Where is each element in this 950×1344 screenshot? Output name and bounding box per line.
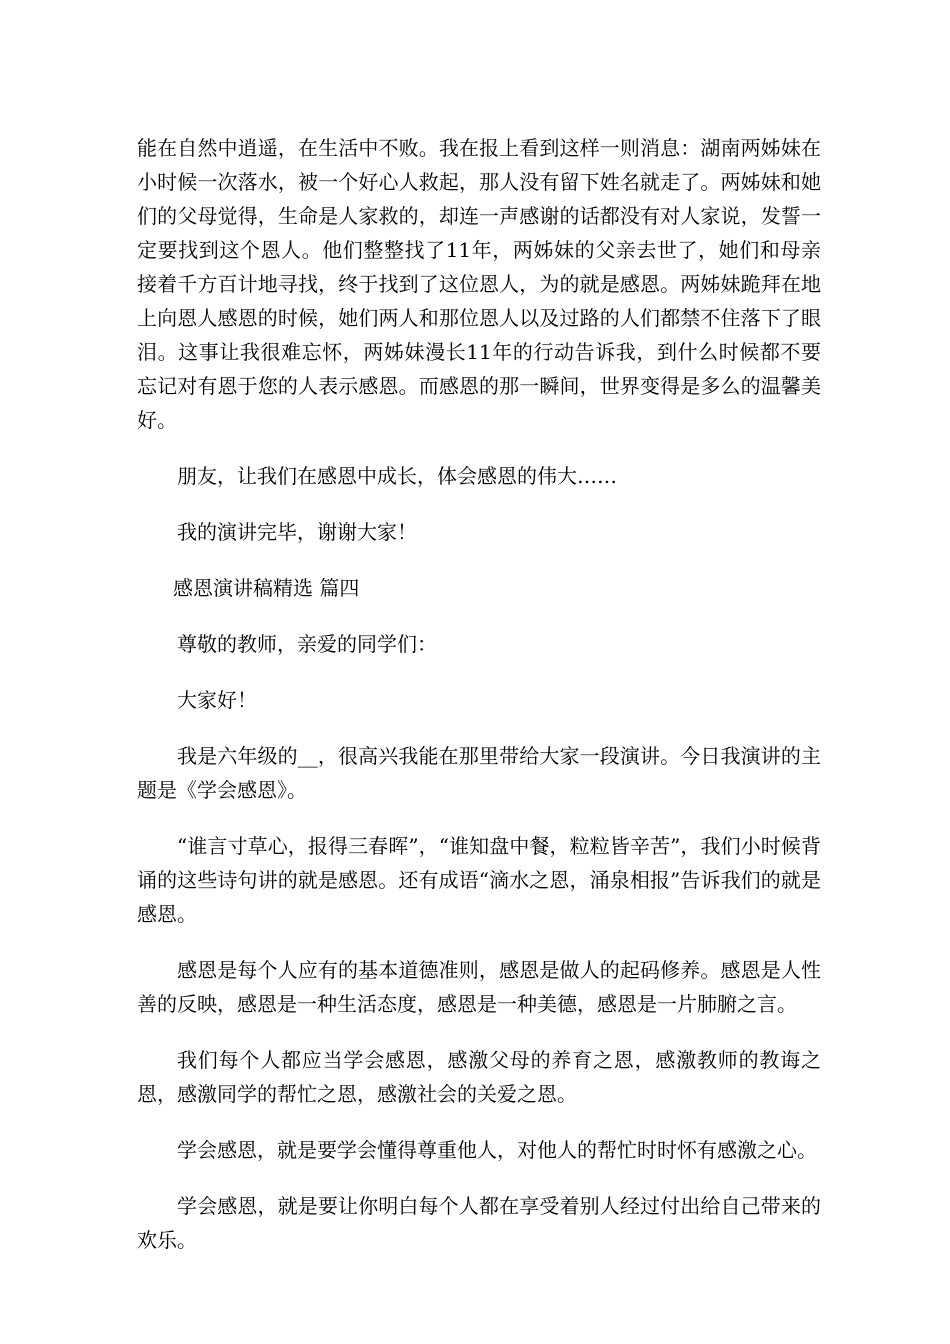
document-body xyxy=(137,131,821,1279)
paragraph-definition: 感恩是每个人应有的基本道德准则，感恩是做人的起码修养。感恩是人性善的反映，感恩是一种生活态度，感恩是一种美德，感恩是一片肺腑之言。 xyxy=(137,958,821,1016)
paragraph-poetry-quotes: “谁言寸草心，报得三春晖”，“谁知盘中餐，粒粒皆辛苦”，我们小时候背诵的这些诗句讲的就是感恩。还有成语“滴水之恩，涌泉相报”告诉我们的就是感恩。 xyxy=(137,834,821,926)
paragraph-greeting: 大家好！ xyxy=(177,688,257,712)
paragraph-gratitude-list: 我们每个人都应当学会感恩，感激父母的养育之恩，感激教师的教诲之恩，感激同学的帮忙之恩，感激社会的关爱之恩。 xyxy=(137,1048,821,1106)
section-heading: 感恩演讲稿精选 篇四 xyxy=(173,576,360,600)
paragraph-closing-appeal: 朋友，让我们在感恩中成长，体会感恩的伟大…… xyxy=(177,464,617,488)
paragraph-continued-story: 能在自然中逍遥，在生活中不败。我在报上看到这样一则消息：湖南两姊妹在小时候一次落水，被一个好心人救起，那人没有留下姓名就走了。两姊妹和她们的父母觉得，生命是人家救的，却连一声感谢的话都没有对人家说，发誓一定要找到这个恩人。他们整整找了11年，两姊妹的父亲去世了，她们和母亲接着千方百计地寻找，终于找到了这位恩人，为的就是感恩。两姊妹跪拜在地上向恩人感恩的时候，她们两人和那位恩人以及过路的人们都禁不住落下了眼泪。这事让我很难忘怀，两姊妹漫长11年的行动告诉我，到什么时候都不要忘记对有恩于您的人表示感恩。而感恩的那一瞬间，世界变得是多么的温馨美好。 xyxy=(137,136,821,432)
paragraph-respect: 学会感恩，就是要学会懂得尊重他人，对他人的帮忙时时怀有感激之心。 xyxy=(177,1138,817,1162)
paragraph-introduction: 我是六年级的__，很高兴我能在那里带给大家一段演讲。今日我演讲的主题是《学会感恩》。 xyxy=(137,744,821,802)
paragraph-salutation: 尊敬的教师，亲爱的同学们： xyxy=(177,632,437,656)
paragraph-joy: 学会感恩，就是要让你明白每个人都在享受着别人经过付出给自己带来的欢乐。 xyxy=(137,1194,821,1252)
paragraph-thanks: 我的演讲完毕，谢谢大家！ xyxy=(177,520,417,544)
